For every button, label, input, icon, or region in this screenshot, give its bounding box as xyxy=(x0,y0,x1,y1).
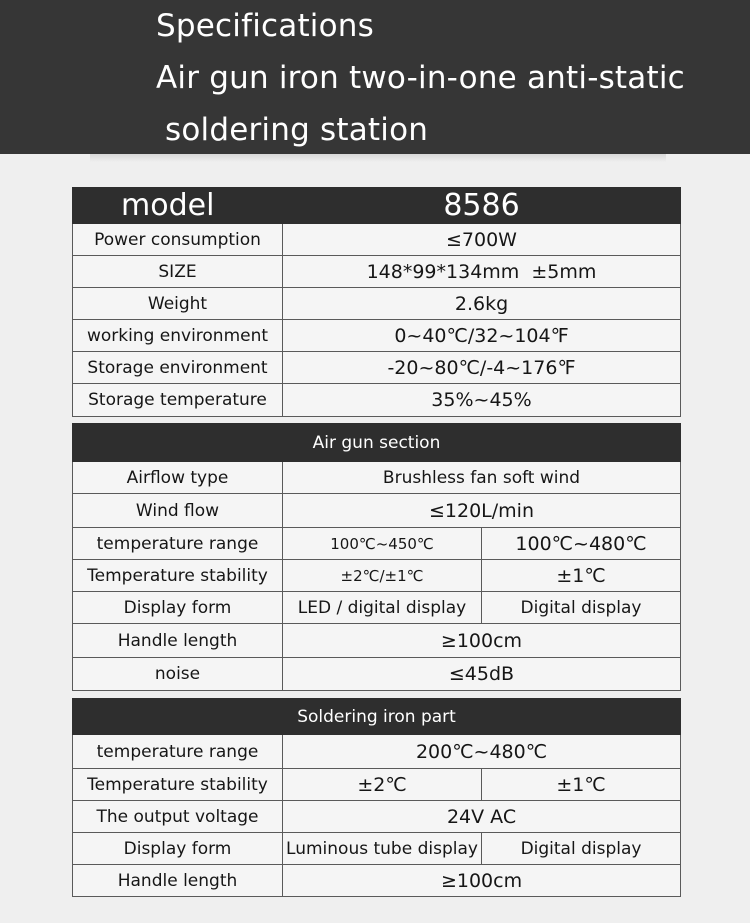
spec-label: Display form xyxy=(73,592,283,624)
model-value: 8586 xyxy=(283,188,681,224)
spec-label: Handle length xyxy=(73,865,283,897)
header-subtitle-line2: soldering station xyxy=(165,112,429,148)
table-row xyxy=(73,560,681,592)
table-row xyxy=(73,769,681,801)
spec-value: -20~80℃/-4~176℉ xyxy=(283,352,681,384)
spec-value-variant-a: 100℃~450℃ xyxy=(283,528,482,560)
spec-label: Handle length xyxy=(73,624,283,658)
table-row xyxy=(73,462,681,494)
spec-label: Display form xyxy=(73,833,283,865)
spec-value-variant-a: ±2℃/±1℃ xyxy=(283,560,482,592)
table-row xyxy=(73,865,681,897)
section-header-row xyxy=(73,699,681,735)
spec-label: Storage environment xyxy=(73,352,283,384)
header-banner xyxy=(0,0,750,154)
table-row xyxy=(73,658,681,691)
spec-value-variant-a: LED / digital display xyxy=(283,592,482,624)
spec-value-variant-b: 100℃~480℃ xyxy=(482,528,681,560)
model-label: model xyxy=(73,188,283,224)
general-spec-table xyxy=(72,187,681,417)
header-title: Specifications xyxy=(156,8,374,44)
spec-label: The output voltage xyxy=(73,801,283,833)
spec-value: 2.6kg xyxy=(283,288,681,320)
table-row xyxy=(73,320,681,352)
spec-value: 148*99*134mm ±5mm xyxy=(283,256,681,288)
header-shadow xyxy=(90,154,666,162)
spec-value-variant-a: Luminous tube display xyxy=(283,833,482,865)
table-row xyxy=(73,256,681,288)
table-row xyxy=(73,833,681,865)
spec-value: 200℃~480℃ xyxy=(283,735,681,769)
spec-value: 24V AC xyxy=(283,801,681,833)
iron-section-title: Soldering iron part xyxy=(73,699,681,735)
table-row xyxy=(73,735,681,769)
spec-value-variant-b: Digital display xyxy=(482,833,681,865)
model-row xyxy=(73,188,681,224)
table-row xyxy=(73,801,681,833)
section-header-row xyxy=(73,424,681,462)
spec-value: 0~40℃/32~104℉ xyxy=(283,320,681,352)
table-row xyxy=(73,494,681,528)
spec-value: ≤45dB xyxy=(283,658,681,691)
spec-label: temperature range xyxy=(73,528,283,560)
table-row xyxy=(73,624,681,658)
table-row xyxy=(73,528,681,560)
spec-value-variant-b: ±1℃ xyxy=(482,769,681,801)
spec-value-variant-b: ±1℃ xyxy=(482,560,681,592)
spec-label: Weight xyxy=(73,288,283,320)
spec-label: noise xyxy=(73,658,283,691)
spec-value-variant-b: Digital display xyxy=(482,592,681,624)
spec-value: 35%~45% xyxy=(283,384,681,417)
spec-value-variant-a: ±2℃ xyxy=(283,769,482,801)
spec-value: ≥100cm xyxy=(283,865,681,897)
spec-value: ≤700W xyxy=(283,224,681,256)
spec-label: temperature range xyxy=(73,735,283,769)
spec-value: ≤120L/min xyxy=(283,494,681,528)
spec-label: Storage temperature xyxy=(73,384,283,417)
spec-label: Temperature stability xyxy=(73,560,283,592)
spec-value: ≥100cm xyxy=(283,624,681,658)
spec-label: working environment xyxy=(73,320,283,352)
table-row xyxy=(73,384,681,417)
spec-label: Wind flow xyxy=(73,494,283,528)
air-gun-table xyxy=(72,423,681,691)
table-row xyxy=(73,224,681,256)
air-gun-section-title: Air gun section xyxy=(73,424,681,462)
spec-label: SIZE xyxy=(73,256,283,288)
table-row xyxy=(73,288,681,320)
table-row xyxy=(73,592,681,624)
table-row xyxy=(73,352,681,384)
spec-label: Power consumption xyxy=(73,224,283,256)
soldering-iron-table xyxy=(72,698,681,897)
spec-label: Airflow type xyxy=(73,462,283,494)
header-subtitle-line1: Air gun iron two-in-one anti-static xyxy=(156,60,685,96)
spec-value: Brushless fan soft wind xyxy=(283,462,681,494)
spec-label: Temperature stability xyxy=(73,769,283,801)
